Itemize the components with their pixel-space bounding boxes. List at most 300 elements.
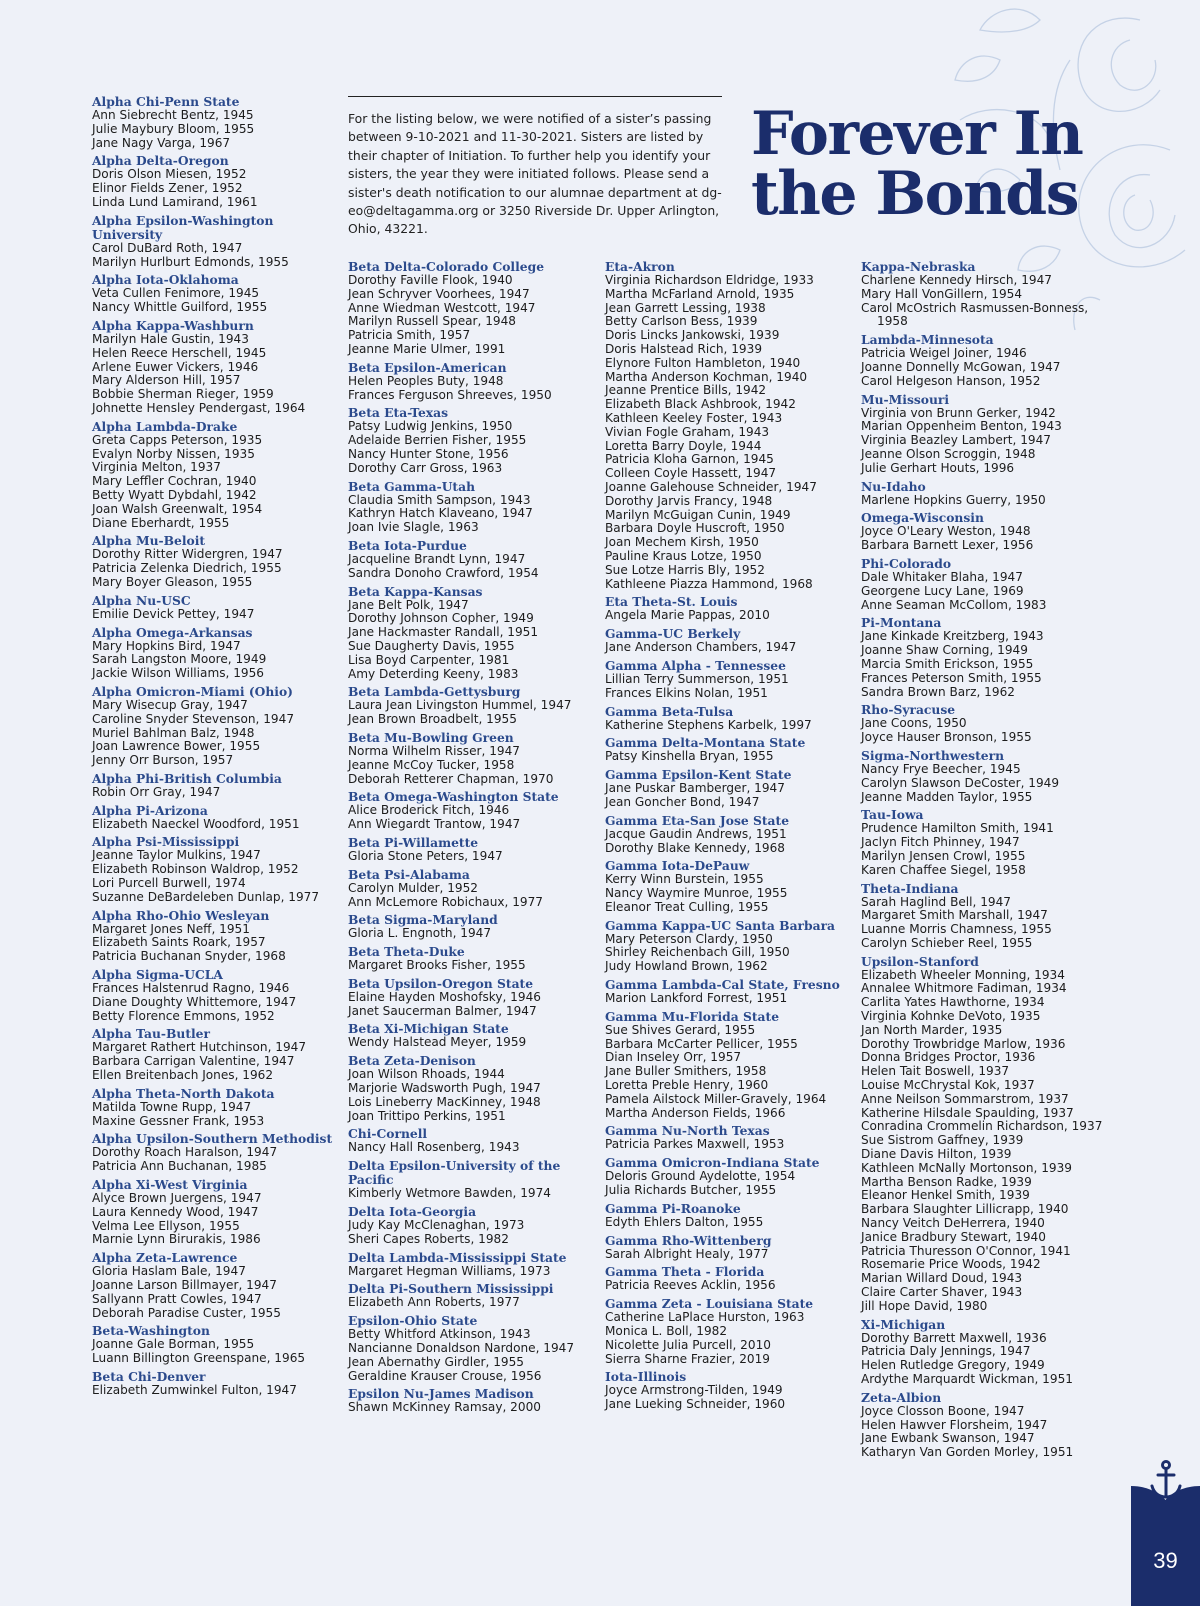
member-entry: Dorothy Johnson Copher, 1949 — [348, 611, 534, 626]
member-entry: Julie Maybury Bloom, 1955 — [92, 121, 255, 136]
chapter-group — [92, 1178, 337, 1247]
member-entry: Julie Gerhart Houts, 1996 — [861, 460, 1015, 475]
member-entry: Nancianne Donaldson Nardone, 1947 — [348, 1341, 575, 1356]
member-entry: Margaret Hegman Williams, 1973 — [348, 1263, 551, 1278]
chapter-group — [348, 260, 593, 357]
chapter-group — [92, 968, 337, 1023]
chapter-heading: Beta Chi-Denver — [92, 1369, 206, 1384]
chapter-group — [92, 772, 337, 800]
member-entry: Kathleen McNally Mortonson, 1939 — [861, 1160, 1072, 1175]
chapter-group — [348, 836, 593, 864]
member-entry: Diane Davis Hilton, 1939 — [861, 1147, 1012, 1162]
member-entry: Diane Eberhardt, 1955 — [92, 515, 230, 530]
chapter-heading: Alpha Sigma-UCLA — [92, 967, 223, 983]
chapter-heading: Zeta-Albion — [861, 1389, 942, 1405]
member-entry: Elizabeth Wheeler Monning, 1934 — [861, 967, 1065, 982]
chapter-heading: Delta Iota-Georgia — [348, 1204, 477, 1220]
member-entry: Wendy Halstead Meyer, 1959 — [348, 1035, 527, 1050]
member-entry: Jean Schryver Voorhees, 1947 — [348, 286, 530, 301]
member-entry: Johnette Hensley Pendergast, 1964 — [92, 400, 306, 415]
member-entry: Donna Bridges Proctor, 1936 — [861, 1050, 1036, 1065]
member-entry: Anne Seaman McCollom, 1983 — [861, 597, 1047, 612]
chapter-group — [92, 1251, 337, 1320]
member-entry: Jeanne Taylor Mulkins, 1947 — [92, 848, 261, 863]
member-entry: Jane Coons, 1950 — [861, 716, 967, 731]
chapter-heading: Gamma Theta - Florida — [605, 1264, 765, 1280]
member-entry: Gloria Stone Peters, 1947 — [348, 848, 503, 863]
chapter-heading: Gamma Iota-DePauw — [605, 858, 750, 874]
member-entry: Jean Brown Broadbelt, 1955 — [348, 712, 517, 727]
member-entry: Linda Lund Lamirand, 1961 — [92, 194, 258, 209]
member-entry: Veta Cullen Fenimore, 1945 — [92, 286, 260, 301]
chapter-heading: Gamma Delta-Montana State — [605, 735, 806, 751]
member-entry: Georgene Lucy Lane, 1969 — [861, 583, 1024, 598]
member-entry: Marilyn Hurlburt Edmonds, 1955 — [92, 254, 289, 269]
member-entry: Dorothy Carr Gross, 1963 — [348, 460, 503, 475]
member-entry: Helen Tait Boswell, 1937 — [861, 1064, 1010, 1079]
member-entry: Loretta Barry Doyle, 1944 — [605, 438, 762, 453]
chapter-heading: Gamma Beta-Tulsa — [605, 703, 734, 719]
member-entry: Dorothy Trowbridge Marlow, 1936 — [861, 1036, 1066, 1051]
member-entry: Virginia Beazley Lambert, 1947 — [861, 433, 1051, 448]
member-entry: Janice Bradbury Stewart, 1940 — [861, 1229, 1046, 1244]
member-entry: Judy Howland Brown, 1962 — [605, 959, 768, 974]
chapter-group — [348, 731, 593, 786]
member-entry: Jeanne Marie Ulmer, 1991 — [348, 341, 506, 356]
member-entry: Pamela Ailstock Miller-Gravely, 1964 — [605, 1091, 827, 1106]
chapter-group — [348, 977, 593, 1019]
member-entry: Sandra Brown Barz, 1962 — [861, 684, 1015, 699]
member-entry: Doris Lincks Jankowski, 1939 — [605, 328, 780, 343]
member-entry: Joan Wilson Rhoads, 1944 — [348, 1067, 505, 1082]
chapter-group — [92, 594, 337, 622]
member-entry: Elinor Fields Zener, 1952 — [92, 181, 243, 196]
member-entry: Mary Leffler Cochran, 1940 — [92, 474, 257, 489]
chapter-heading: Gamma Rho-Wittenberg — [605, 1232, 772, 1248]
chapter-group — [861, 333, 1106, 388]
member-entry: Mary Boyer Gleason, 1955 — [92, 574, 253, 589]
chapter-heading: Alpha Chi-Penn State — [92, 94, 240, 109]
member-entry: Virginia Melton, 1937 — [92, 460, 221, 475]
member-entry: Kimberly Wetmore Bawden, 1974 — [348, 1186, 551, 1201]
member-entry: Patricia Thuresson O'Connor, 1941 — [861, 1243, 1071, 1258]
member-entry: Patricia Ann Buchanan, 1985 — [92, 1159, 267, 1174]
member-entry: Jan North Marder, 1935 — [861, 1022, 1003, 1037]
chapter-heading: Alpha Mu-Beloit — [92, 533, 206, 549]
member-entry: Marjorie Wadsworth Pugh, 1947 — [348, 1081, 541, 1096]
member-entry: Virginia Richardson Eldridge, 1933 — [605, 273, 814, 287]
member-entry: Angela Marie Pappas, 2010 — [605, 608, 770, 623]
member-entry: Dorothy Jarvis Francy, 1948 — [605, 493, 773, 508]
chapter-heading: Alpha Omega-Arkansas — [92, 624, 253, 640]
chapter-group — [92, 909, 337, 964]
chapter-heading: Beta Eta-Texas — [348, 405, 449, 421]
member-entry: Maxine Gessner Frank, 1953 — [92, 1113, 265, 1128]
member-entry: Joan Ivie Slagle, 1963 — [348, 520, 479, 535]
chapter-group — [605, 1202, 850, 1230]
chapter-heading: Gamma Lambda-Cal State, Fresno — [605, 977, 840, 993]
chapter-heading: Alpha Kappa-Washburn — [92, 317, 254, 333]
member-entry: Joan Trittipo Perkins, 1951 — [348, 1108, 506, 1123]
member-entry: Frances Elkins Nolan, 1951 — [605, 685, 768, 700]
chapter-group — [861, 1391, 1106, 1460]
member-entry: Kerry Winn Burstein, 1955 — [605, 872, 764, 887]
member-entry: Katherine Stephens Karbelk, 1997 — [605, 717, 812, 732]
member-entry: Doris Olson Miesen, 1952 — [92, 167, 247, 182]
member-entry: Helen Reece Herschell, 1945 — [92, 345, 267, 360]
member-entry: Marion Lankford Forrest, 1951 — [605, 991, 788, 1006]
member-entry: Jackie Wilson Williams, 1956 — [92, 666, 264, 681]
chapter-heading: Beta Lambda-Gettysburg — [348, 684, 521, 700]
chapter-group — [348, 585, 593, 682]
member-entry: Joan Walsh Greenwalt, 1954 — [92, 501, 263, 516]
chapter-heading: Nu-Idaho — [861, 478, 926, 494]
chapter-heading: Alpha Nu-USC — [92, 592, 191, 608]
member-entry: Lori Purcell Burwell, 1974 — [92, 876, 246, 891]
chapter-group — [92, 626, 337, 681]
member-entry: Jane Lueking Schneider, 1960 — [605, 1397, 786, 1412]
intro-rule — [348, 96, 722, 97]
member-entry: Frances Halstenrud Ragno, 1946 — [92, 981, 290, 996]
member-entry: Jane Ewbank Swanson, 1947 — [861, 1431, 1035, 1446]
chapter-heading: Alpha Xi-West Virginia — [92, 1177, 248, 1193]
chapter-heading: Gamma-UC Berkely — [605, 626, 741, 642]
chapter-group — [92, 1132, 337, 1174]
chapter-group — [348, 1314, 593, 1383]
member-entry: Mary Alderson Hill, 1957 — [92, 373, 241, 388]
member-entry: Sallyann Pratt Cowles, 1947 — [92, 1291, 262, 1306]
member-entry: Rosemarie Price Woods, 1942 — [861, 1257, 1041, 1272]
member-entry: Carolyn Schieber Reel, 1955 — [861, 935, 1033, 950]
title-line-1: Forever In — [751, 99, 1083, 169]
member-entry: Ardythe Marquardt Wickman, 1951 — [861, 1372, 1073, 1386]
member-entry: Dorothy Barrett Maxwell, 1936 — [861, 1330, 1047, 1345]
page-number: 39 — [1153, 1548, 1178, 1573]
member-entry: Marilyn Russell Spear, 1948 — [348, 314, 516, 329]
member-entry: Marilyn Jensen Crowl, 1955 — [861, 848, 1026, 863]
member-entry: Ann Wiegardt Trantow, 1947 — [348, 817, 521, 832]
member-entry: Dale Whitaker Blaha, 1947 — [861, 569, 1023, 584]
member-entry: Sue Sistrom Gaffney, 1939 — [861, 1133, 1024, 1148]
chapter-heading: Alpha Rho-Ohio Wesleyan — [92, 907, 270, 923]
member-entry: Barbara Slaughter Lillicrapp, 1940 — [861, 1202, 1069, 1217]
member-entry: Jane Kinkade Kreitzberg, 1943 — [861, 629, 1044, 644]
chapter-heading: Gamma Mu-Florida State — [605, 1008, 780, 1024]
chapter-heading: Beta Theta-Duke — [348, 944, 465, 960]
member-entry: Joyce Armstrong-Tilden, 1949 — [605, 1383, 783, 1398]
member-entry: Colleen Coyle Hassett, 1947 — [605, 466, 777, 481]
member-entry: Nancy Hall Rosenberg, 1943 — [348, 1140, 520, 1155]
chapter-heading: Beta Xi-Michigan State — [348, 1021, 509, 1037]
chapter-heading: Beta-Washington — [92, 1323, 210, 1339]
member-entry: Patricia Reeves Acklin, 1956 — [605, 1278, 776, 1293]
member-entry: Jean Goncher Bond, 1947 — [605, 794, 760, 809]
member-entry: Charlene Kennedy Hirsch, 1947 — [861, 273, 1052, 287]
chapter-group — [348, 1054, 593, 1123]
chapter-group — [861, 393, 1106, 476]
member-entry: Carolyn Slawson DeCoster, 1949 — [861, 775, 1060, 790]
chapter-heading: Delta Pi-Southern Mississippi — [348, 1281, 554, 1297]
member-entry: Joan Lawrence Bower, 1955 — [92, 739, 261, 754]
member-entry: Alice Broderick Fitch, 1946 — [348, 803, 510, 818]
member-entry: Elizabeth Zumwinkel Fulton, 1947 — [92, 1383, 297, 1397]
member-entry: Amy Deterding Keeny, 1983 — [348, 666, 519, 681]
member-entry: Patricia Buchanan Snyder, 1968 — [92, 949, 286, 964]
member-entry: Ellen Breitenbach Jones, 1962 — [92, 1068, 274, 1083]
member-entry: Muriel Bahlman Balz, 1948 — [92, 725, 255, 740]
chapter-heading: Gamma Zeta - Louisiana State — [605, 1296, 814, 1312]
chapter-group — [92, 804, 337, 832]
chapter-heading: Epsilon Nu-James Madison — [348, 1386, 534, 1402]
chapter-group — [861, 511, 1106, 553]
chapter-group — [605, 859, 850, 914]
chapter-group — [348, 406, 593, 475]
chapter-heading: Rho-Syracuse — [861, 702, 956, 718]
chapter-heading: Alpha Upsilon-Southern Methodist — [92, 1131, 333, 1147]
member-entry: Jeanne McCoy Tucker, 1958 — [348, 757, 515, 772]
member-entry: Kathleen Keeley Foster, 1943 — [605, 410, 783, 425]
member-entry: Joyce Closson Boone, 1947 — [861, 1403, 1025, 1418]
member-entry: Nancy Hunter Stone, 1956 — [348, 446, 509, 461]
member-entry: Katherine Hilsdale Spaulding, 1937 — [861, 1105, 1074, 1120]
member-entry: Bobbie Sherman Rieger, 1959 — [92, 387, 274, 402]
member-entry: Virginia Kohnke DeVoto, 1935 — [861, 1009, 1041, 1024]
chapter-group — [92, 420, 337, 531]
member-entry: Jane Hackmaster Randall, 1951 — [348, 625, 539, 640]
member-entry: Jeanne Prentice Bills, 1942 — [605, 383, 767, 398]
chapter-heading: Alpha Psi-Mississippi — [92, 834, 240, 850]
column-2 — [348, 260, 593, 1419]
chapter-heading: Beta Iota-Purdue — [348, 537, 467, 553]
member-entry: Lillian Terry Summerson, 1951 — [605, 671, 789, 686]
member-entry: Norma Wilhelm Risser, 1947 — [348, 743, 520, 758]
chapter-heading: Gamma Kappa-UC Santa Barbara — [605, 917, 836, 933]
member-entry: Jean Garrett Lessing, 1938 — [605, 300, 766, 315]
chapter-heading: Eta Theta-St. Louis — [605, 594, 738, 610]
chapter-group — [605, 659, 850, 701]
member-entry: Shirley Reichenbach Gill, 1950 — [605, 945, 790, 960]
member-entry: Helen Peoples Buty, 1948 — [348, 373, 504, 388]
chapter-group — [605, 1297, 850, 1366]
chapter-group — [861, 616, 1106, 699]
member-entry: Joanne Larson Billmayer, 1947 — [92, 1278, 277, 1293]
member-entry: Jane Nagy Varga, 1967 — [92, 135, 231, 150]
chapter-group — [348, 361, 593, 403]
member-entry: Patricia Parkes Maxwell, 1953 — [605, 1137, 785, 1152]
chapter-heading: Sigma-Northwestern — [861, 747, 1005, 763]
chapter-group — [605, 1156, 850, 1198]
member-entry: Martha Anderson Kochman, 1940 — [605, 369, 808, 384]
intro-paragraph: For the listing below, we were notified of a sister’s passing between 9-10-2021 and 11-30-2021. Sisters are listed by their chapter of Initiation. To further help you identify your sisters, the year they were initiated follows. Please send a sister's death notification to our alumnae department at dg-eo@deltagamma.org or 3250 Riverside Dr. Upper Arlington, Ohio, 43221. — [348, 111, 722, 237]
chapter-heading: Alpha Zeta-Lawrence — [92, 1250, 238, 1266]
member-entry: Claudia Smith Sampson, 1943 — [348, 492, 531, 507]
chapter-heading: Beta Epsilon-American — [348, 359, 507, 375]
chapter-heading: Gamma Epsilon-Kent State — [605, 767, 792, 783]
member-entry: Marlene Hopkins Guerry, 1950 — [861, 492, 1046, 507]
chapter-group — [861, 557, 1106, 612]
member-entry: Dorothy Ritter Widergren, 1947 — [92, 547, 283, 562]
member-entry: Margaret Brooks Fisher, 1955 — [348, 958, 526, 973]
chapter-group — [348, 913, 593, 941]
member-entry: Ann Siebrecht Bentz, 1945 — [92, 108, 254, 122]
member-entry: Jaclyn Fitch Phinney, 1947 — [861, 835, 1020, 850]
member-entry: Elaine Hayden Moshofsky, 1946 — [348, 989, 541, 1004]
member-entry: Sue Shives Gerard, 1955 — [605, 1022, 756, 1037]
member-entry: Betty Carlson Bess, 1939 — [605, 314, 758, 329]
member-entry: Anne Neilson Sommarstrom, 1937 — [861, 1091, 1069, 1106]
chapter-group — [92, 1324, 337, 1366]
chapter-group — [605, 595, 850, 623]
chapter-group — [605, 919, 850, 974]
chapter-group — [92, 534, 337, 589]
member-entry: Sue Lotze Harris Bly, 1952 — [605, 562, 765, 577]
member-entry: Joyce Hauser Bronson, 1955 — [861, 730, 1032, 745]
member-entry: Patricia Weigel Joiner, 1946 — [861, 346, 1027, 361]
chapter-group — [348, 1022, 593, 1050]
member-entry: Luann Billington Greenspane, 1965 — [92, 1351, 306, 1366]
chapter-heading: Beta Sigma-Maryland — [348, 912, 498, 928]
chapter-heading: Beta Psi-Alabama — [348, 866, 470, 882]
member-entry: Nancy Frye Beecher, 1945 — [861, 761, 1021, 776]
chapter-group — [605, 260, 850, 591]
chapter-group — [92, 1370, 337, 1398]
member-entry: Laura Jean Livingston Hummel, 1947 — [348, 698, 572, 713]
member-entry: Arlene Euwer Vickers, 1946 — [92, 359, 259, 374]
chapter-group — [348, 945, 593, 973]
chapter-group — [92, 154, 337, 209]
member-entry: Conradina Crommelin Richardson, 1937 — [861, 1119, 1103, 1134]
member-entry: Catherine LaPlace Hurston, 1963 — [605, 1310, 805, 1325]
member-entry: Elizabeth Robinson Waldrop, 1952 — [92, 862, 299, 877]
chapter-heading: Gamma Eta-San Jose State — [605, 812, 790, 828]
chapter-heading: Gamma Alpha - Tennessee — [605, 657, 786, 673]
member-entry: Luanne Morris Chamness, 1955 — [861, 922, 1052, 937]
chapter-heading: Theta-Indiana — [861, 880, 959, 896]
member-entry: Karen Chaffee Siegel, 1958 — [861, 862, 1026, 877]
member-entry: Deloris Ground Aydelotte, 1954 — [605, 1169, 796, 1184]
member-entry: Eleanor Treat Culling, 1955 — [605, 899, 769, 914]
member-entry: Patricia Smith, 1957 — [348, 328, 471, 343]
chapter-heading: Gamma Nu-North Texas — [605, 1123, 770, 1139]
member-entry: Robin Orr Gray, 1947 — [92, 784, 221, 799]
member-entry: Margaret Smith Marshall, 1947 — [861, 908, 1048, 923]
chapter-group — [861, 480, 1106, 508]
member-entry: Carol Helgeson Hanson, 1952 — [861, 373, 1041, 388]
chapter-group — [605, 1010, 850, 1121]
member-entry: Carol DuBard Roth, 1947 — [92, 240, 243, 255]
member-entry: Kathryn Hatch Klaveano, 1947 — [348, 506, 533, 521]
member-entry: Virginia von Brunn Gerker, 1942 — [861, 405, 1056, 420]
column-3 — [605, 260, 850, 1416]
member-entry: Joanne Galehouse Schneider, 1947 — [605, 479, 817, 494]
member-entry: Martha Anderson Fields, 1966 — [605, 1105, 786, 1120]
member-entry: Pauline Kraus Lotze, 1950 — [605, 548, 762, 563]
member-entry: Patricia Kloha Garnon, 1945 — [605, 452, 774, 467]
member-entry: Sierra Sharne Frazier, 2019 — [605, 1351, 770, 1366]
member-entry: Joanne Shaw Corning, 1949 — [861, 643, 1028, 658]
chapter-heading: Omega-Wisconsin — [861, 510, 984, 526]
member-entry: Patsy Ludwig Jenkins, 1950 — [348, 419, 513, 434]
chapter-heading: Delta Lambda-Mississippi State — [348, 1249, 567, 1265]
member-entry: Monica L. Boll, 1982 — [605, 1324, 728, 1339]
chapter-heading: Phi-Colorado — [861, 555, 952, 571]
chapter-group — [92, 835, 337, 904]
member-entry: Diane Doughty Whittemore, 1947 — [92, 994, 297, 1009]
member-entry: Patricia Daly Jennings, 1947 — [861, 1344, 1031, 1359]
chapter-group — [92, 1027, 337, 1082]
member-entry: Nancy Veitch DeHerrera, 1940 — [861, 1216, 1045, 1231]
member-entry: Adelaide Berrien Fisher, 1955 — [348, 433, 527, 448]
chapter-heading: Beta Mu-Bowling Green — [348, 729, 514, 745]
chapter-heading: Alpha Epsilon-Washington University — [92, 212, 274, 242]
member-entry: Judy Kay McClenaghan, 1973 — [348, 1218, 525, 1233]
member-entry: Joyce O'Leary Weston, 1948 — [861, 524, 1031, 539]
member-entry: Nancy Waymire Munroe, 1955 — [605, 886, 788, 901]
chapter-group — [92, 1087, 337, 1129]
member-entry: Suzanne DeBardeleben Dunlap, 1977 — [92, 889, 320, 904]
member-entry: Patricia Zelenka Diedrich, 1955 — [92, 561, 282, 576]
member-entry: Elizabeth Naeckel Woodford, 1951 — [92, 816, 300, 831]
member-entry: Doris Halstead Rich, 1939 — [605, 341, 763, 356]
chapter-heading: Gamma Pi-Roanoke — [605, 1200, 741, 1216]
member-entry: Kathleene Piazza Hammond, 1968 — [605, 576, 813, 591]
member-entry: Dorothy Faville Flook, 1940 — [348, 273, 513, 287]
member-entry: Ann McLemore Robichaux, 1977 — [348, 894, 543, 909]
member-entry: Jane Buller Smithers, 1958 — [605, 1064, 767, 1079]
chapter-heading: Delta Epsilon-University of the Pacific — [348, 1158, 561, 1188]
member-entry: Patsy Kinshella Bryan, 1955 — [605, 749, 774, 764]
chapter-heading: Beta Delta-Colorado College — [348, 259, 545, 274]
member-entry: Alyce Brown Juergens, 1947 — [92, 1191, 262, 1206]
member-entry: Elizabeth Ann Roberts, 1977 — [348, 1295, 520, 1310]
member-entry: Greta Capps Peterson, 1935 — [92, 432, 263, 447]
member-entry: Barbara Doyle Huscroft, 1950 — [605, 521, 785, 536]
chapter-group — [861, 260, 1106, 329]
member-entry: Marnie Lynn Birurakis, 1986 — [92, 1232, 261, 1247]
member-entry: Dorothy Roach Haralson, 1947 — [92, 1145, 278, 1160]
member-entry: Sarah Haglind Bell, 1947 — [861, 894, 1011, 909]
member-entry: Vivian Fogle Graham, 1943 — [605, 424, 770, 439]
member-entry: Jean Abernathy Girdler, 1955 — [348, 1354, 524, 1369]
member-entry: Martha McFarland Arnold, 1935 — [605, 286, 795, 301]
member-entry: Katharyn Van Gorden Morley, 1951 — [861, 1445, 1074, 1460]
member-entry: Shawn McKinney Ramsay, 2000 — [348, 1400, 541, 1415]
member-entry: Julia Richards Butcher, 1955 — [605, 1183, 777, 1198]
chapter-group — [92, 95, 337, 150]
member-entry: Margaret Jones Neff, 1951 — [92, 921, 250, 936]
chapter-group — [348, 1387, 593, 1415]
chapter-heading: Alpha Theta-North Dakota — [92, 1085, 275, 1101]
member-entry: Jane Belt Polk, 1947 — [348, 597, 469, 612]
chapter-heading: Kappa-Nebraska — [861, 259, 976, 274]
member-entry: Claire Carter Shaver, 1943 — [861, 1285, 1023, 1300]
chapter-heading: Alpha Omicron-Miami (Ohio) — [92, 683, 293, 699]
chapter-heading: Beta Omega-Washington State — [348, 789, 559, 805]
member-entry: Velma Lee Ellyson, 1955 — [92, 1218, 240, 1233]
chapter-group — [605, 1234, 850, 1262]
member-entry: Lisa Boyd Carpenter, 1981 — [348, 652, 510, 667]
member-entry: Gloria Haslam Bale, 1947 — [92, 1264, 246, 1279]
chapter-group — [92, 273, 337, 315]
chapter-heading: Iota-Illinois — [605, 1369, 687, 1385]
chapter-group — [605, 1265, 850, 1293]
chapter-group — [605, 1370, 850, 1412]
member-entry: Evalyn Norby Nissen, 1935 — [92, 446, 255, 461]
member-entry: Geraldine Krauser Crouse, 1956 — [348, 1368, 542, 1383]
chapter-heading: Alpha Phi-British Columbia — [92, 770, 282, 786]
chapter-heading: Mu-Missouri — [861, 391, 950, 407]
member-entry: Lois Lineberry MacKinney, 1948 — [348, 1094, 541, 1109]
